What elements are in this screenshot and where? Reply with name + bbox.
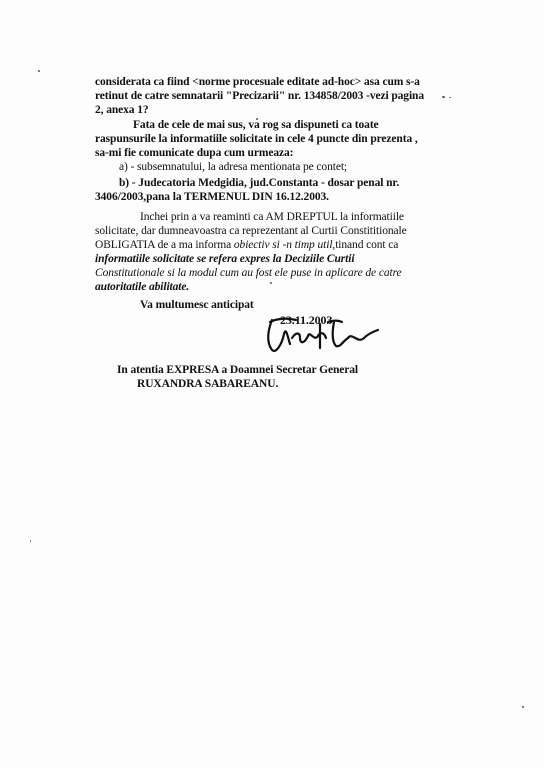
closing-thanks: Va multumesc anticipat (140, 299, 254, 311)
attention-line-2: RUXANDRA SABAREANU. (137, 378, 279, 390)
objective-text: obiectiv si -n timp util, (233, 239, 336, 251)
obligatia-text: OBLIGATIA de a ma informa (95, 239, 234, 251)
paragraph-2-line-3: sa-mi fie comunicate dupa cum urmeaza: (95, 147, 294, 159)
paragraph-2-line-1: Fata de cele de mai sus, va rog sa dispuneti ca toate (133, 119, 379, 131)
paragraph-3-line-2: solicitate, dar dumneavoastra ca reprezentant al Curtii Constititionale (95, 225, 407, 237)
list-item-a: a) - subsemnatului, la adresa mentionata pe contet; (119, 161, 348, 173)
paragraph-3-line-5: Constitutionale si la modul cum au fost ele puse in aplicare de catre (95, 267, 402, 279)
paragraph-1-line-3: 2, anexa 1? (95, 104, 149, 116)
scan-speck (442, 96, 445, 98)
paragraph-3-line-1: Inchei prin a va reaminti ca AM DREPTUL la informatiile (140, 211, 404, 223)
scan-speck (522, 706, 524, 708)
paragraph-3-line-4: informatiile solicitate se refera expres la Deciziile Curtii (95, 253, 355, 265)
scan-speck (30, 540, 31, 542)
tinand-text: tinand cont ca (335, 239, 399, 251)
scan-speck (449, 97, 451, 98)
paragraph-2-line-2: raspunsurile la informatiile solicitate in cele 4 puncte din prezenta , (95, 133, 418, 145)
handwritten-signature (262, 308, 382, 358)
scan-speck (270, 282, 272, 284)
list-item-b-line-2: 3406/2003,pana la TERMENUL DIN 16.12.2003. (95, 191, 329, 203)
paragraph-3-line-3 (95, 238, 398, 252)
attention-line-1: In atentia EXPRESA a Doamnei Secretar General (117, 364, 359, 376)
paragraph-1-line-1: considerata ca fiind <norme procesuale editate ad-hoc> asa cum s-a (95, 76, 420, 88)
scan-speck (38, 70, 40, 72)
letter-date: 23.11.2003 (280, 313, 333, 327)
paragraph-1-line-2: retinut de catre semnatarii "Precizarii" nr. 134858/2003 -vezi pagina (95, 90, 424, 102)
paragraph-3-line-6: autoritatile abilitate. (95, 281, 190, 293)
list-item-b-line-1: b) - Judecatoria Medgidia, jud.Constanta - dosar penal nr. (119, 177, 400, 189)
